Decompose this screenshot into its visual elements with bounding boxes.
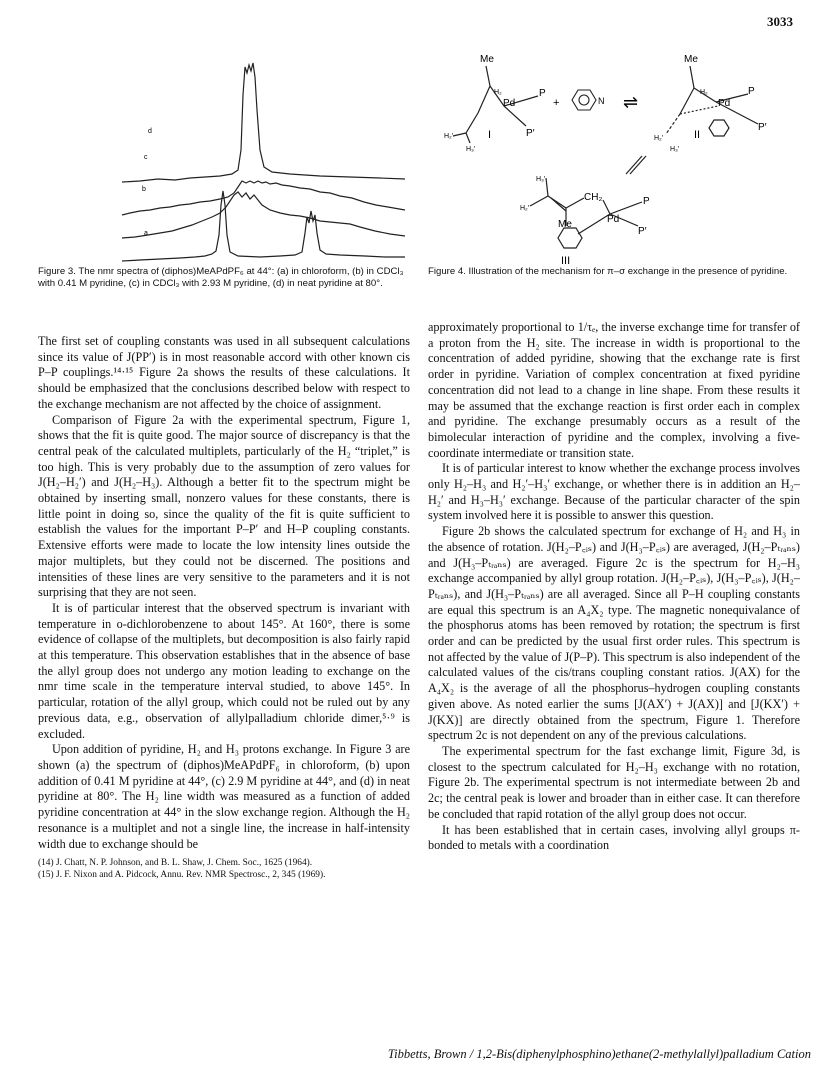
right-paragraph-4: The experimental spectrum for the fast exchange limit, Figure 3d, is closest to the spectrum calculated for H₂–H₃ exchange with no rotation, Figure 2b. The experimental spectrum is not intermediate between 2b and 2c; the central peak is lower and broader than in either case. It can therefore be concluded that rapid rotation of the allyl group does not occur. bbox=[428, 743, 800, 821]
trace-c bbox=[122, 181, 405, 215]
right-paragraph-2: It is of particular interest to know whether the exchange process involves only H₂–H₃ and H₂′–H₃′ exchange, or whether there is in addition an H₂–H₂′ and H₃–H₃′ exchange. Because of the particular character of the spin system involved here it is possible to answer this question. bbox=[428, 461, 800, 523]
s3-h2p-label: H₂′ bbox=[520, 205, 530, 212]
s3-me-label: Me bbox=[558, 219, 572, 230]
s2-me-label: Me bbox=[684, 54, 698, 65]
s3-pd-label: Pd bbox=[607, 214, 620, 225]
s1-h2-label: H₂ bbox=[494, 89, 502, 96]
left-paragraph-2: Comparison of Figure 2a with the experimental spectrum, Figure 1, shows that the fit is quite good. The major source of discrepancy is that the central peak of the calculated multiplets, particularly of the H₂ “triplet,” is too high. This is very probably due to the assumption of zero values for J(H₂–H₂′) and J(H₂–H₃). Although a better fit to the spectrum might be obtained by inserting small, nonzero values for these constants, there is little point in doing so, since the quality of the fit is quite sufficient to establish the values for the important P–P′ and H–P coupling constants. Extensive efforts were made to locate the low intensity lines outside the major multiplets, but they could not be discerned. The positions and intensities of these lines are very sensitive to the parameters and it is not surprising that they are not seen. bbox=[38, 412, 410, 600]
s3-h3p-label: H₃′ bbox=[536, 176, 546, 183]
figure-4-caption-label: Figure 4. bbox=[428, 266, 466, 277]
s3-p-label: P bbox=[643, 196, 650, 207]
figure-3-caption-label: Figure 3. bbox=[38, 266, 76, 277]
s3-pprime-label: P′ bbox=[638, 226, 647, 237]
right-column bbox=[428, 320, 800, 854]
s1-pprime-label: P′ bbox=[526, 128, 535, 139]
s2-pprime-label: P′ bbox=[758, 122, 767, 133]
footnote-15: (15) J. F. Nixon and A. Pidcock, Annu. Rev. NMR Spectrosc., 2, 345 (1969). bbox=[38, 869, 326, 880]
s2-h2p-label: H₂′ bbox=[654, 135, 664, 142]
roman-III: III bbox=[561, 255, 571, 267]
figure-3-spectra bbox=[120, 55, 420, 290]
page-number: 3033 bbox=[767, 14, 793, 29]
pyridine-ring bbox=[572, 90, 596, 110]
s2-p-label: P bbox=[748, 86, 755, 97]
s1-me-label: Me bbox=[480, 54, 494, 65]
figure-3-caption-text: The nmr spectra of (diphos)MeAPdPF₆ at 44°: (a) in chloroform, (b) in CDCl₃ with 0.41 M pyridine, (c) in CDCl₃ with 2.93 M pyridine, (d) in neat pyridine at 80°. bbox=[38, 266, 404, 289]
plus-sign: + bbox=[553, 97, 560, 109]
trace-label-c: c bbox=[144, 154, 148, 161]
right-paragraph-5: It has been established that in certain cases, involving allyl groups π-bonded to metals with a coordination bbox=[428, 822, 800, 853]
s2-pd-label: Pd bbox=[718, 98, 731, 109]
footnotes bbox=[38, 858, 410, 881]
s2-h2-label: H₂ bbox=[700, 89, 708, 96]
right-paragraph-1: approximately proportional to 1/τₑ, the inverse exchange time for transfer of a proton from the H₂ site. The increase in width is proportional to the concentration of added pyridine, showing that the exchange rate is first order in pyridine. Variation of complex concentration at fixed pyridine concentration did not lead to a change in line shape. From these results it may be assumed that the exchange reaction is first order each in complex and pyridine. The exchange presumably occurs as a result of the bimolecular interaction of pyridine and the complex, involving a five-coordinate intermediate or transition state. bbox=[428, 320, 800, 460]
trace-label-a: a bbox=[144, 230, 148, 237]
figure-3-caption bbox=[38, 266, 412, 290]
left-column bbox=[38, 334, 410, 881]
roman-I: I bbox=[488, 129, 492, 141]
s3-ch2-label: CH₂ bbox=[584, 192, 603, 203]
trace-label-d: d bbox=[148, 128, 152, 135]
equilibrium-arrow: ⇌ bbox=[623, 92, 639, 112]
roman-II: II bbox=[694, 129, 701, 141]
s2-h3p-label: H₃′ bbox=[670, 146, 680, 153]
figure-4-scheme bbox=[418, 48, 803, 273]
structure-III bbox=[530, 178, 642, 248]
running-footer: Tibbetts, Brown / 1,2-Bis(diphenylphosphino)ethane(2-methylallyl)palladium Cation bbox=[387, 1047, 811, 1061]
left-paragraph-1: The first set of coupling constants was used in all subsequent calculations since its value of J(PP′) is in most reasonable accord with other known cis P–P couplings.¹⁴·¹⁵ Figure 2a shows the results of these calculations. It should be emphasized that the conclusions described below with respect to the exchange mechanism are not affected by the choice of assignment. bbox=[38, 334, 410, 411]
left-paragraph-3: It is of particular interest that the observed spectrum is invariant with temperature in o-dichlorobenzene to about 145°. At 160°, there is some evidence of collapse of the multiplets, but decomposition is also fairly rapid at this temperature. This observation establishes that in the absence of base the allyl group does not undergo any motion leading to exchange on the nmr time scale in the temperature interval studied, to above 145°. In particular, rotation of the allyl group, which could not be ruled out by any previous data, e.g., observation of allylpalladium chloride dimer,⁵·⁹ is excluded. bbox=[38, 600, 410, 741]
structure-II bbox=[666, 66, 758, 136]
trace-label-b: b bbox=[142, 186, 146, 193]
figure-4-caption bbox=[428, 266, 800, 278]
right-paragraph-3: Figure 2b shows the calculated spectrum for exchange of H₂ and H₃ in the absence of rotation. J(H₂–P꜀ᵢₛ) and J(H₃–P꜀ᵢₛ) are averaged, J(H₂–Pₜᵣₐₙₛ) and J(H₃–Pₜᵣₐₙₛ) are averaged. Figure 2c is the spectrum for H₂–H₃ exchange accompanied by allyl group rotation. J(H₂–P꜀ᵢₛ), J(H₃–P꜀ᵢₛ), J(H₂–Pₜᵣₐₙₛ), and J(H₃–Pₜᵣₐₙₛ) are all averaged. Since all P–H coupling constants are equal this spectrum is an A₄X₂ type. The magnetic nonequivalance of the phosphorus atoms has been removed by rotation; the spectrum is first order and can be predicted by the usual first order rules. This spectrum is not affected by the value of J(P–P). This spectrum is also independent of the calculated values of the cis/trans coupling constant ratios. J(AX) for the A₄X₂ is the average of all the phosphorus–hydrogen coupling constants given above. As noted earlier the sums [J(AX′) + J(AX)] and [J(KX′) + J(KX)] are directly obtained from the spectrum, Figure 1. Therefore spectrum 2c is not dependent on any of the previous calculations. bbox=[428, 524, 800, 743]
trace-d bbox=[122, 63, 405, 182]
s1-h3p-label: H₃′ bbox=[466, 146, 476, 153]
s1-p-label: P bbox=[539, 88, 546, 99]
footnote-14: (14) J. Chatt, N. P. Johnson, and B. L. Shaw, J. Chem. Soc., 1625 (1964). bbox=[38, 858, 313, 869]
trace-b bbox=[122, 192, 405, 238]
left-paragraph-4: Upon addition of pyridine, H₂ and H₃ protons exchange. In Figure 3 are shown (a) the spectrum of (diphos)MeAPdPF₆ in chloroform, (b) upon addition of 0.41 M pyridine at 44°, (c) 2.9 M pyridine at 44°, and (d) in neat pyridine at 80°. The H₂ line width was measured as a function of added pyridine concentration at 44° in the slow exchange region. Although the H₂ resonance is a multiplet and not a single line, the increase in half-intensity width due to exchange should be bbox=[38, 742, 410, 851]
figure-4-caption-text: Illustration of the mechanism for π–σ exchange in the presence of pyridine. bbox=[468, 266, 788, 277]
s1-h2p-label: H₂′ bbox=[444, 133, 454, 140]
s1-pd-label: Pd bbox=[503, 98, 516, 109]
pyridine-n-label: N bbox=[598, 96, 605, 106]
